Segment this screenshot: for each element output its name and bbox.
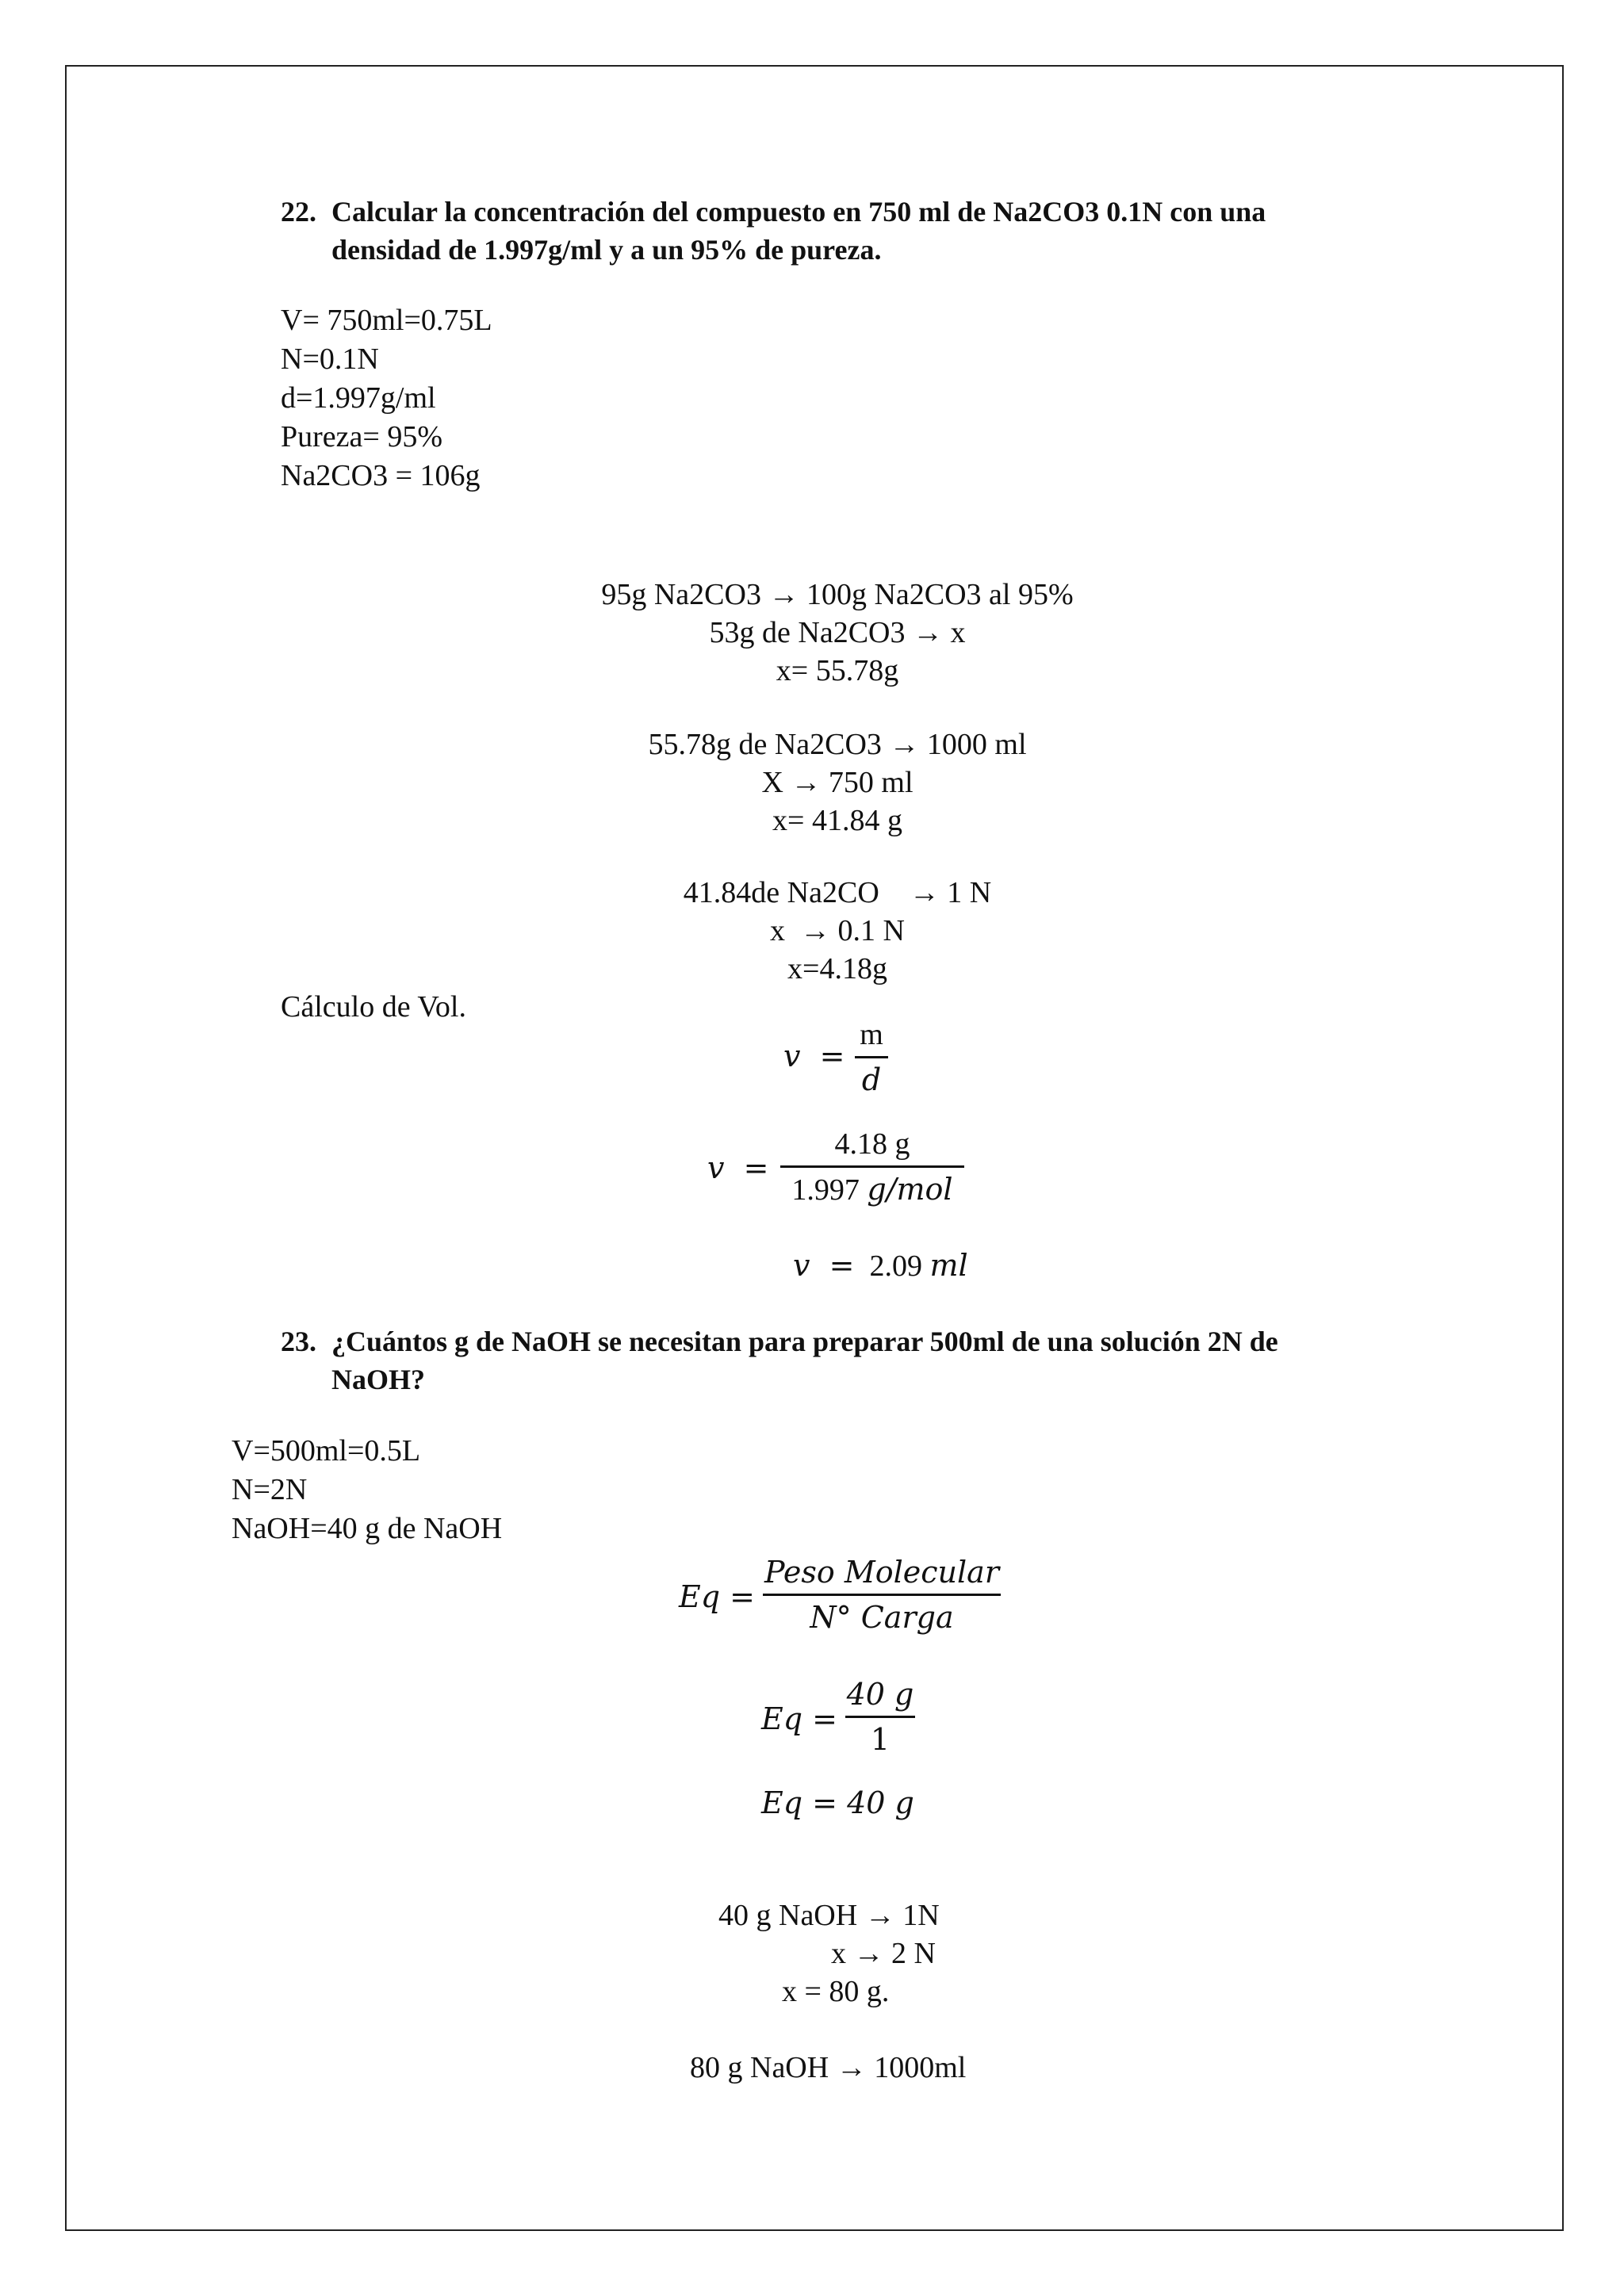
- calc-block2-line3: x= 41.84 g: [772, 804, 902, 837]
- eq3-value: 2.09: [869, 1249, 922, 1283]
- calc-block1-line1: 95g Na2CO3 → 100g Na2CO3 al 95%: [601, 578, 1074, 611]
- eq-value-fraction: [845, 1673, 915, 1761]
- eq2-denominator: [780, 1168, 964, 1211]
- eq-value-lhs: Eq =: [761, 1701, 837, 1736]
- calc-block3-line1: 41.84de Na2CO → 1 N: [683, 876, 992, 909]
- eq2-denominator-unit: g/mol: [867, 1172, 953, 1207]
- calc-block1-line3: x= 55.78g: [776, 654, 899, 687]
- problem-23-title-line2: NaOH?: [331, 1364, 426, 1395]
- naoh-given-normality: N=2N: [232, 1473, 308, 1506]
- calc-block2-line2: X → 750 ml: [761, 766, 914, 799]
- eq2-lhs: v =: [707, 1150, 769, 1185]
- naoh-block-line3: x = 80 g.: [782, 1975, 890, 2008]
- eq1-denominator: d: [861, 1062, 882, 1097]
- naoh-given-molar-mass: NaOH=40 g de NaOH: [232, 1512, 503, 1545]
- given-purity: Pureza= 95%: [281, 420, 442, 453]
- given-molar-mass: Na2CO3 = 106g: [281, 459, 481, 492]
- calc-block1-line2: 53g de Na2CO3 → x: [709, 616, 966, 649]
- eq-equivalent-numerator: Peso Molecular: [764, 1555, 999, 1590]
- problem-22-title-line1: Calcular la concentración del compuesto en 750 ml de Na2CO3 0.1N con una: [331, 196, 1266, 228]
- eq2-denominator-value: 1.997: [791, 1173, 860, 1207]
- problem-22-title-line2: densidad de 1.997g/ml y a un 95% de pureza.: [331, 234, 882, 266]
- eq3: [793, 1248, 968, 1284]
- naoh-final-line: 80 g NaOH → 1000ml: [690, 2051, 967, 2084]
- eq-value-numerator: 40 g: [846, 1677, 914, 1712]
- eq-equivalent-fraction: [763, 1551, 1001, 1639]
- problem-23-number: 23.: [281, 1326, 316, 1357]
- calc-block2-line1: 55.78g de Na2CO3 → 1000 ml: [648, 728, 1027, 761]
- eq-equivalent-lhs: Eq =: [679, 1579, 755, 1614]
- volume-calc-label: Cálculo de Vol.: [281, 990, 466, 1024]
- naoh-given-volume: V=500ml=0.5L: [232, 1434, 421, 1468]
- eq1-lhs: v =: [783, 1039, 845, 1073]
- calc-block3-line2: x → 0.1 N: [770, 914, 905, 947]
- given-volume: V= 750ml=0.75L: [281, 304, 492, 337]
- problem-22-number: 22.: [281, 196, 316, 228]
- eq1-numerator: m: [860, 1018, 883, 1051]
- eq3-unit: ml: [929, 1248, 968, 1283]
- problem-23-title-line1: ¿Cuántos g de NaOH se necesitan para preparar 500ml de una solución 2N de: [331, 1326, 1278, 1357]
- eq2-numerator: 4.18 g: [834, 1127, 910, 1161]
- eq-value-denominator: 1: [870, 1722, 891, 1757]
- eq-equivalent-denominator: N° Carga: [810, 1600, 954, 1635]
- calc-block3-line3: x=4.18g: [787, 952, 887, 985]
- naoh-block-line1: 40 g NaOH → 1N: [718, 1899, 940, 1932]
- eq3-lhs: v =: [793, 1248, 855, 1283]
- eq-result: Eq = 40 g: [761, 1785, 914, 1820]
- given-density: d=1.997g/ml: [281, 381, 436, 415]
- given-normality: N=0.1N: [281, 342, 379, 376]
- naoh-block-line2: x → 2 N: [831, 1937, 936, 1970]
- eq1-fraction: [855, 1013, 888, 1101]
- eq2-fraction: [780, 1123, 964, 1211]
